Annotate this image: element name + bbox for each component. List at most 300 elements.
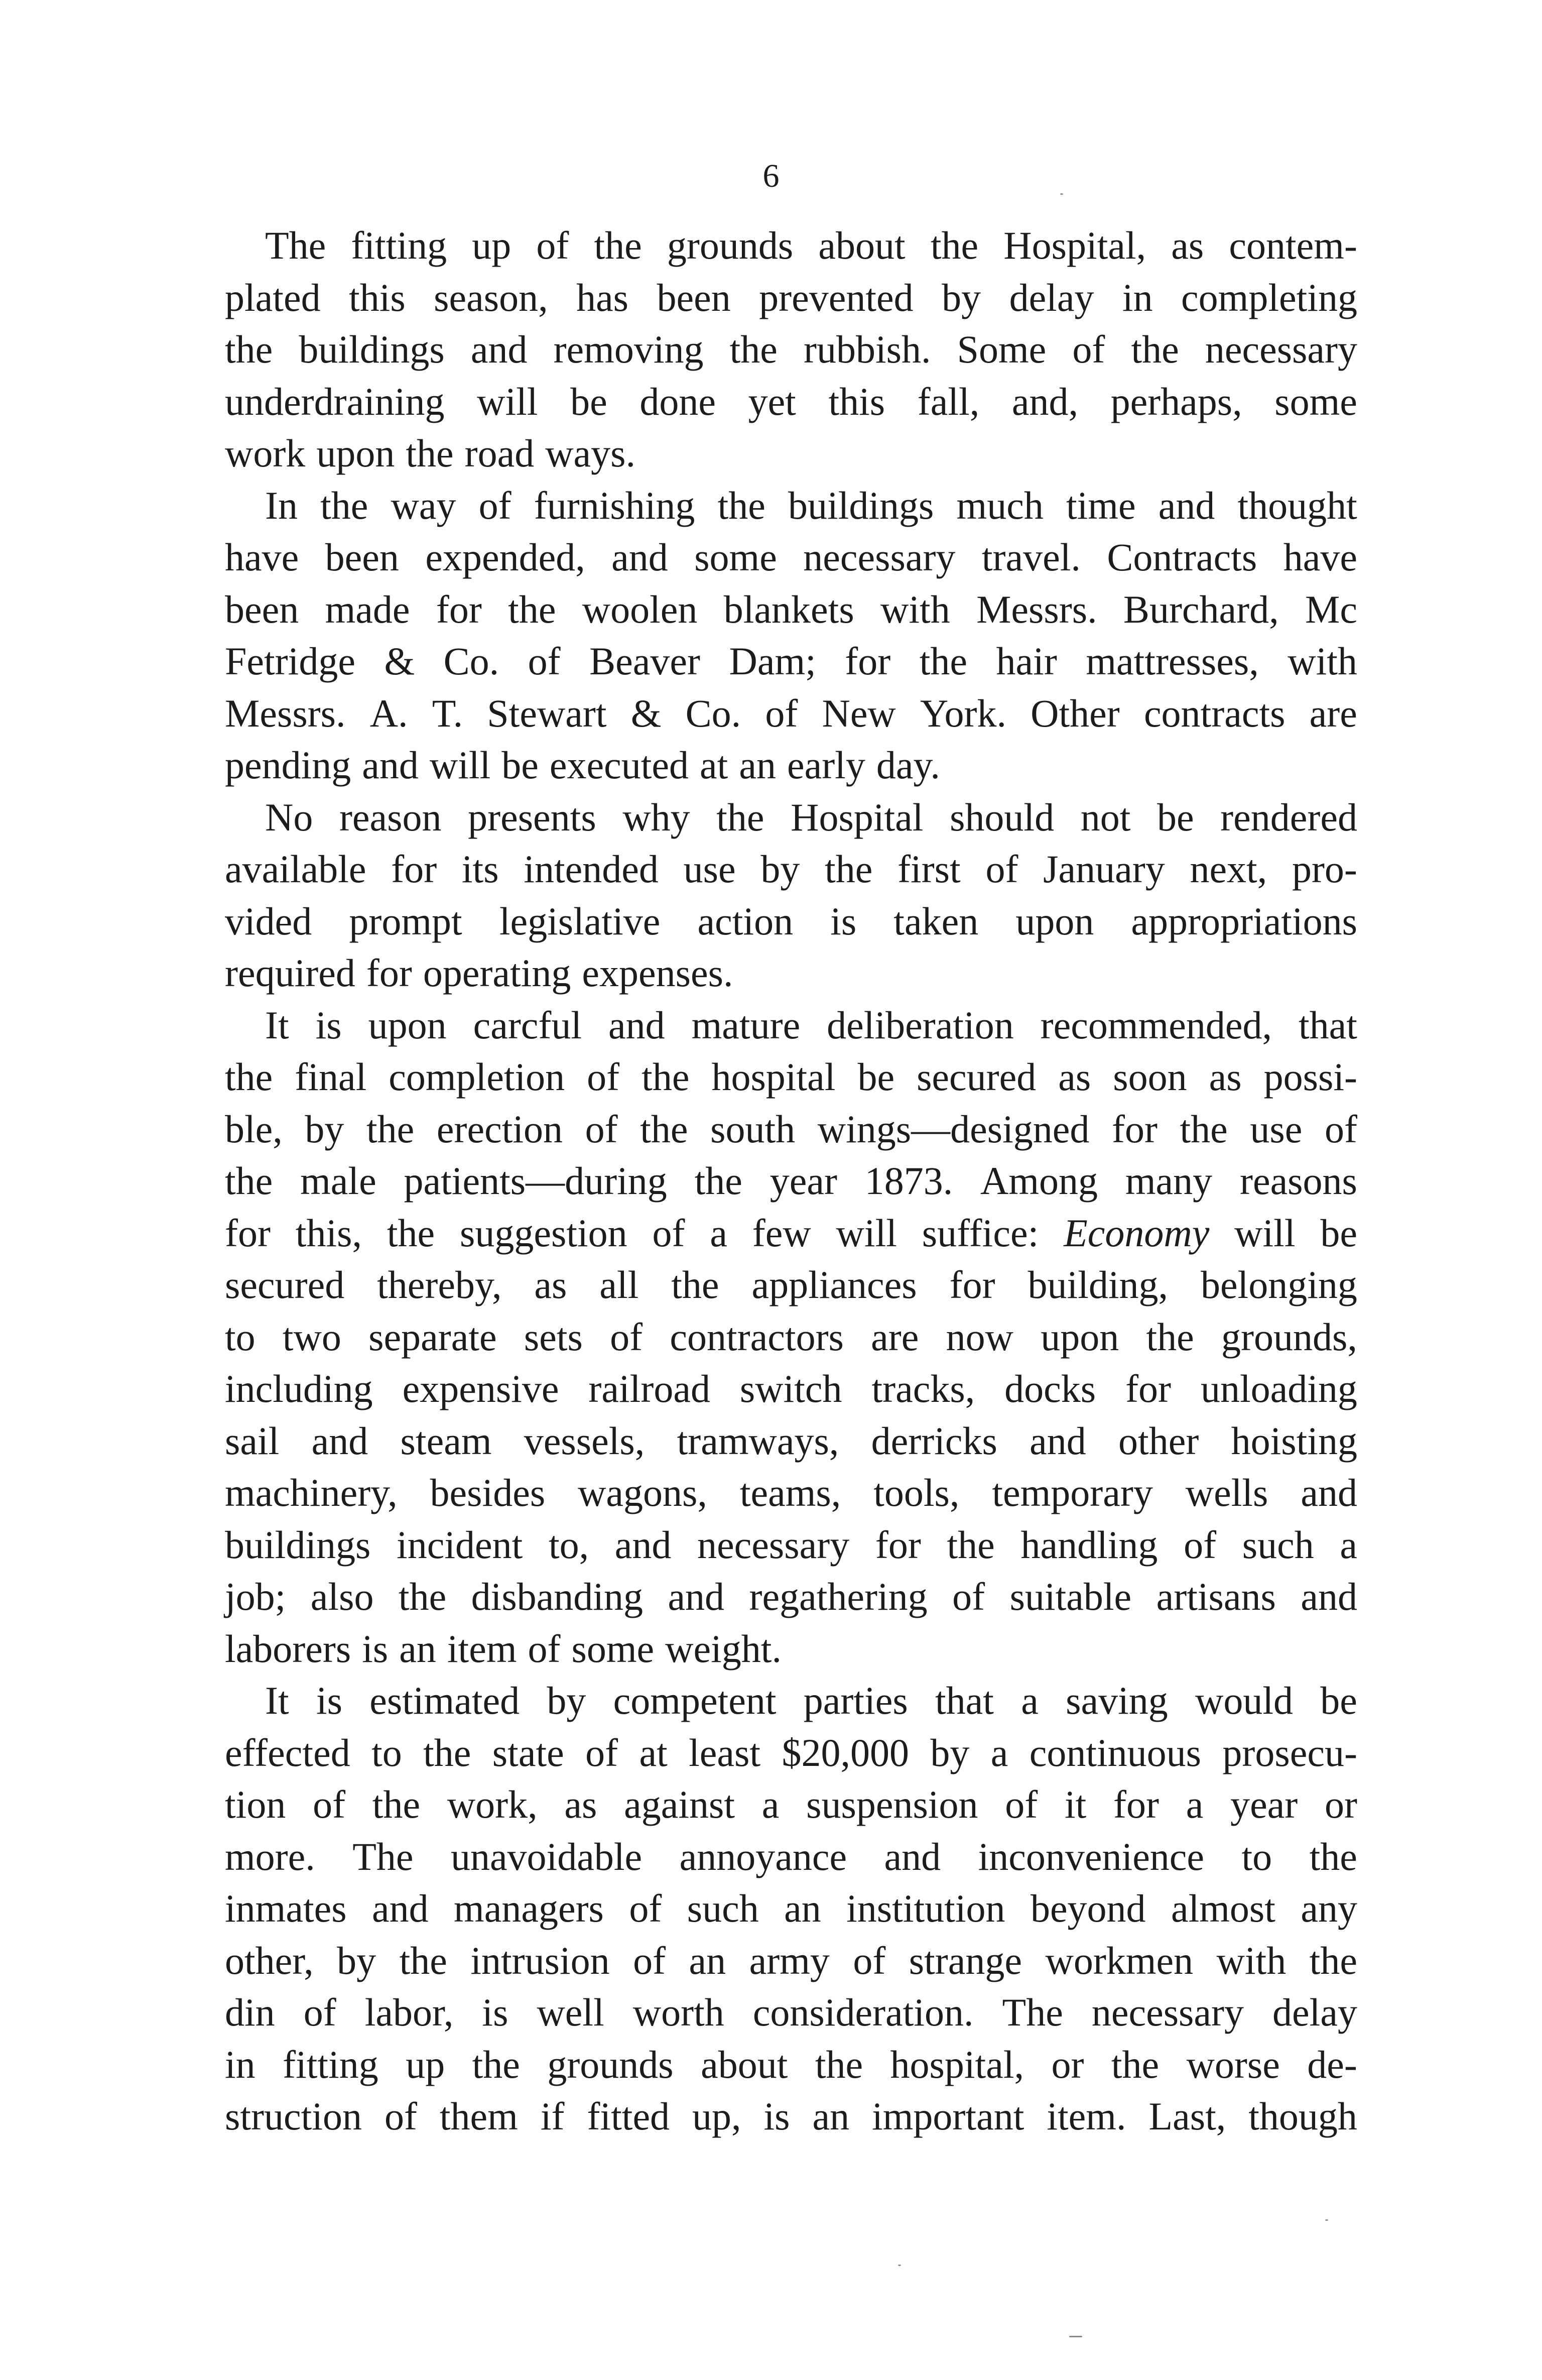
word: much <box>956 483 1044 527</box>
word: about <box>701 2042 788 2086</box>
word: executed <box>549 743 689 787</box>
word: the <box>320 483 368 527</box>
word: necessary <box>1091 1990 1244 2034</box>
text-line <box>225 483 1357 538</box>
word: for <box>1111 1107 1158 1151</box>
word: Contracts <box>1107 535 1257 579</box>
word: the <box>508 587 556 631</box>
word: grounds, <box>1221 1315 1357 1359</box>
word: Other <box>1031 691 1120 735</box>
word: beyond <box>1030 1886 1146 1930</box>
word: Fetridge <box>225 639 355 683</box>
word: belonging <box>1200 1263 1357 1306</box>
word: will <box>836 1211 897 1255</box>
word: din <box>225 1990 275 2034</box>
word: teams, <box>739 1471 841 1514</box>
word: some <box>571 1626 655 1671</box>
word: necessary <box>1205 327 1357 371</box>
word: and, <box>1011 379 1078 423</box>
word: as <box>1209 1055 1242 1099</box>
word: its <box>461 847 499 891</box>
text-line <box>225 1681 1357 1733</box>
word: suitable <box>1009 1575 1132 1618</box>
text-line <box>225 327 1357 382</box>
word: way <box>391 483 456 527</box>
word: if <box>540 2094 565 2138</box>
word: completion <box>389 1055 565 1099</box>
word: steam <box>400 1418 492 1463</box>
word: contem- <box>1229 223 1357 267</box>
word: with <box>880 587 950 631</box>
word: carcful <box>473 1003 582 1047</box>
word: use <box>683 847 736 891</box>
text-line <box>225 639 1357 694</box>
word: soon <box>1113 1055 1187 1099</box>
word: have <box>1283 535 1357 579</box>
word: the <box>1131 327 1179 371</box>
word: delay <box>1272 1990 1357 2034</box>
word: and <box>614 1522 672 1567</box>
word: wells <box>1185 1471 1268 1514</box>
word: fitting <box>283 2042 378 2086</box>
word: mature <box>691 1003 801 1047</box>
text-line <box>225 1418 1357 1474</box>
word: workmen <box>1045 1938 1194 1982</box>
word: more. <box>225 1834 315 1878</box>
word: necessary <box>697 1522 850 1567</box>
word: and <box>372 1886 429 1930</box>
word: all <box>599 1263 639 1306</box>
word: unavoidable <box>450 1834 642 1878</box>
word: as <box>534 1263 567 1306</box>
word: have <box>225 535 299 579</box>
word: appliances <box>751 1263 917 1306</box>
word: will <box>429 743 491 787</box>
word: required <box>225 951 355 995</box>
page-number: 6 <box>762 158 780 194</box>
word: The <box>265 223 326 267</box>
word: a <box>1186 1782 1204 1826</box>
word: & <box>384 639 415 683</box>
word: of <box>585 1107 618 1151</box>
word: to, <box>548 1522 589 1567</box>
word: of <box>313 1782 346 1826</box>
word: The <box>1002 1990 1063 2034</box>
word: should <box>950 795 1055 839</box>
word: railroad <box>588 1367 710 1410</box>
text-line <box>225 2042 1357 2097</box>
word: been <box>325 535 399 579</box>
word: yet <box>748 379 796 423</box>
word: parties <box>803 1679 908 1722</box>
word: tracks, <box>871 1367 975 1410</box>
word: other, <box>225 1938 314 1982</box>
word: Hospital, <box>1003 223 1146 267</box>
word: docks <box>1004 1367 1096 1410</box>
word: of <box>384 2094 417 2138</box>
word: by <box>942 275 981 319</box>
word: of <box>1184 1522 1217 1567</box>
word: done <box>639 379 716 423</box>
word: expended, <box>425 535 585 579</box>
word: it <box>1064 1782 1087 1826</box>
paragraph <box>225 1003 1357 1682</box>
word: made <box>325 587 410 631</box>
text-line <box>225 1990 1357 2045</box>
word: Mc <box>1305 587 1357 631</box>
word: be <box>857 1055 895 1099</box>
word: by <box>305 1107 344 1151</box>
word: by <box>760 847 800 891</box>
word: separate <box>368 1315 497 1359</box>
word: tion <box>225 1782 286 1826</box>
word: been <box>225 587 299 631</box>
word: taken <box>893 899 979 943</box>
word: the <box>641 1055 690 1099</box>
word: be <box>1320 1679 1357 1722</box>
word: unloading <box>1200 1367 1357 1410</box>
word: such <box>687 1886 759 1930</box>
word: continuous <box>1029 1730 1202 1774</box>
word: of <box>1005 1782 1038 1826</box>
paragraph <box>225 223 1357 486</box>
word: up <box>406 2042 445 2086</box>
text-line <box>225 1315 1357 1370</box>
word: operating <box>423 951 571 995</box>
word: and <box>1301 1471 1357 1514</box>
word: army <box>749 1938 830 1982</box>
word: the <box>423 1730 471 1774</box>
word: up <box>472 223 511 267</box>
word: and <box>1158 483 1215 527</box>
word: temporary <box>992 1471 1153 1514</box>
word: about <box>818 223 906 267</box>
word: besides <box>430 1471 546 1514</box>
word: A. <box>369 691 408 735</box>
word: the <box>671 1263 719 1306</box>
word: and <box>362 743 419 787</box>
text-line <box>225 1473 1357 1525</box>
paragraph <box>225 1681 1357 2149</box>
word: as <box>564 1782 597 1826</box>
word: It <box>265 1679 289 1722</box>
word: erection <box>436 1107 563 1151</box>
word: upon <box>1015 899 1094 943</box>
word: Burchard, <box>1123 587 1279 631</box>
word: contracts <box>1143 691 1286 735</box>
word: expensive <box>402 1367 559 1410</box>
body-text <box>225 223 1357 2149</box>
word: the <box>930 223 979 267</box>
word: the <box>1309 1938 1357 1982</box>
word: is <box>362 1626 389 1671</box>
word: York. <box>920 691 1006 735</box>
word: blankets <box>723 587 854 631</box>
word: hospital <box>711 1055 836 1099</box>
word: at <box>639 1730 668 1774</box>
word: season, <box>434 275 548 319</box>
text-line <box>225 1369 1357 1421</box>
word: disbanding <box>471 1575 643 1618</box>
paper-speck <box>1069 2336 1082 2337</box>
word: upon <box>316 431 395 475</box>
word: perhaps, <box>1110 379 1242 423</box>
paragraph <box>225 483 1357 798</box>
word: Beaver <box>589 639 700 683</box>
word: is <box>316 1679 342 1722</box>
word: the <box>398 1575 447 1618</box>
word: to <box>371 1730 402 1774</box>
word: and <box>884 1834 941 1878</box>
word: be <box>1320 1211 1357 1255</box>
word: fitted <box>587 2094 670 2138</box>
word: thereby, <box>377 1263 502 1306</box>
text-line <box>225 379 1357 434</box>
word: removing <box>553 327 704 371</box>
word: prosecu- <box>1222 1730 1357 1774</box>
word: for <box>225 1211 271 1255</box>
word: Messrs. <box>225 691 346 735</box>
word: possi- <box>1263 1055 1357 1099</box>
word: the <box>472 2042 520 2086</box>
word: the <box>815 2042 863 2086</box>
word: now <box>946 1315 1013 1359</box>
word: to <box>225 1315 255 1359</box>
word: though <box>1248 2094 1357 2138</box>
word: tools, <box>873 1471 960 1514</box>
word: machinery, <box>225 1471 398 1514</box>
word: Economy <box>1064 1211 1210 1255</box>
word: secured <box>225 1263 345 1306</box>
word: patients—during <box>404 1159 667 1203</box>
word: of <box>629 1886 662 1930</box>
word: hospital, <box>890 2042 1024 2086</box>
text-line <box>225 2094 1357 2149</box>
word: prompt <box>349 899 462 943</box>
text-line <box>225 223 1357 278</box>
word: pro- <box>1292 847 1357 891</box>
word: been <box>657 275 731 319</box>
word: appropriations <box>1131 899 1357 943</box>
word: the <box>947 1522 995 1567</box>
word: some <box>1274 379 1357 423</box>
word: the <box>717 483 765 527</box>
word: managers <box>454 1886 604 1930</box>
word: be <box>570 379 607 423</box>
word: this, <box>295 1211 362 1255</box>
text-line <box>225 1057 1357 1110</box>
word: the <box>1309 1834 1357 1878</box>
word: expenses. <box>582 951 733 995</box>
word: institution <box>846 1886 1005 1930</box>
word: vided <box>225 899 312 943</box>
text-line <box>225 743 1357 798</box>
word: that <box>935 1679 994 1722</box>
word: vessels, <box>524 1418 645 1463</box>
word: with <box>1288 639 1357 683</box>
word: male <box>300 1159 376 1203</box>
word: suffice: <box>922 1211 1039 1255</box>
paper-speck <box>1325 2219 1328 2221</box>
word: a <box>990 1730 1008 1774</box>
word: and <box>1301 1575 1357 1618</box>
word: consideration. <box>752 1990 974 2034</box>
word: for <box>366 951 412 995</box>
word: in <box>225 2042 255 2086</box>
word: the <box>399 1938 447 1982</box>
word: travel. <box>981 535 1081 579</box>
word: inconvenience <box>978 1834 1205 1878</box>
word: not <box>1080 795 1131 839</box>
word: ble, <box>225 1107 283 1151</box>
word: rubbish. <box>804 327 931 371</box>
word: upon <box>368 1003 447 1047</box>
word: It <box>265 1003 289 1047</box>
word: sail <box>225 1418 280 1463</box>
word: underdraining <box>225 379 445 423</box>
word: of <box>528 639 561 683</box>
word: and <box>311 1418 368 1463</box>
word: prevented <box>759 275 914 319</box>
word: plated <box>225 275 321 319</box>
text-line <box>225 1886 1357 1941</box>
word: de- <box>1307 2042 1357 2086</box>
word: other <box>1118 1418 1199 1463</box>
text-line <box>225 1522 1357 1578</box>
word: derricks <box>871 1418 997 1463</box>
word: the <box>594 223 642 267</box>
word: is <box>482 1990 508 2034</box>
word: the <box>366 1107 415 1151</box>
word: completing <box>1181 275 1357 319</box>
word: saving <box>1066 1679 1168 1722</box>
word: for <box>1113 1782 1159 1826</box>
word: are <box>871 1315 919 1359</box>
word: this <box>349 275 406 319</box>
word: a <box>1021 1679 1039 1722</box>
word: of <box>853 1938 886 1982</box>
word: is <box>763 2094 790 2138</box>
word: important <box>872 2094 1024 2138</box>
word: the <box>225 327 273 371</box>
word: for <box>845 639 891 683</box>
word: necessary <box>803 535 956 579</box>
word: recommended, <box>1040 1003 1272 1047</box>
word: and <box>668 1575 725 1618</box>
word: of <box>1072 327 1105 371</box>
word: grounds <box>667 223 794 267</box>
word: or <box>1325 1782 1357 1826</box>
word: Some <box>957 327 1047 371</box>
word: next, <box>1190 847 1267 891</box>
word: by <box>930 1730 970 1774</box>
word: of <box>536 223 569 267</box>
word: deliberation <box>827 1003 1014 1047</box>
paper-speck <box>1060 193 1063 195</box>
word: for <box>875 1522 921 1567</box>
word: wagons, <box>578 1471 707 1514</box>
word: will <box>1234 1211 1296 1255</box>
word: buildings <box>225 1522 371 1567</box>
word: for <box>949 1263 995 1306</box>
word: buildings <box>788 483 934 527</box>
text-line <box>225 431 1357 486</box>
word: and <box>470 327 528 371</box>
word: the <box>1111 2042 1160 2086</box>
word: the <box>729 327 778 371</box>
word: that <box>1298 1003 1357 1047</box>
text-line <box>225 1782 1357 1837</box>
text-line <box>225 795 1357 850</box>
word: at <box>700 743 728 787</box>
text-line <box>225 1834 1357 1889</box>
word: the <box>825 847 873 891</box>
text-line <box>225 899 1357 954</box>
word: for <box>1125 1367 1172 1410</box>
word: legislative <box>499 899 661 943</box>
word: of <box>952 1575 985 1618</box>
text-line <box>225 275 1357 330</box>
word: for <box>436 587 482 631</box>
word: estimated <box>369 1679 520 1722</box>
word: 1873. <box>864 1159 953 1203</box>
word: first <box>897 847 961 891</box>
word: well <box>537 1990 604 2034</box>
word: intended <box>524 847 659 891</box>
text-line <box>225 951 1357 1006</box>
word: of <box>610 1315 643 1359</box>
word: and <box>611 535 668 579</box>
word: them <box>439 2094 518 2138</box>
word: to <box>1241 1834 1272 1878</box>
text-line <box>225 691 1357 746</box>
word: use <box>1250 1107 1303 1151</box>
paper-speck <box>898 2265 901 2266</box>
word: be <box>501 743 539 787</box>
text-line <box>225 1211 1357 1266</box>
word: by <box>547 1679 586 1722</box>
word: day. <box>876 743 940 787</box>
word: why <box>622 795 690 839</box>
word: building, <box>1027 1263 1168 1306</box>
word: rendered <box>1220 795 1357 839</box>
word: of <box>478 483 511 527</box>
word: south <box>710 1107 796 1151</box>
word: presents <box>468 795 596 839</box>
word: upon <box>1041 1315 1119 1359</box>
word: fall, <box>917 379 980 423</box>
word: an <box>689 1938 726 1982</box>
word: including <box>225 1367 373 1410</box>
word: also <box>310 1575 374 1618</box>
word: reason <box>339 795 442 839</box>
word: laborers <box>225 1626 351 1671</box>
text-line <box>225 587 1357 642</box>
word: action <box>697 899 794 943</box>
word: job; <box>225 1575 286 1618</box>
word: January <box>1043 847 1165 891</box>
word: Co. <box>443 639 499 683</box>
word: road <box>464 431 535 475</box>
word: The <box>352 1834 414 1878</box>
word: of <box>985 847 1018 891</box>
word: the <box>225 1055 273 1099</box>
word: a <box>1340 1522 1357 1567</box>
word: and <box>1030 1418 1086 1463</box>
word: item. <box>1047 2094 1126 2138</box>
word: competent <box>613 1679 777 1722</box>
word: the <box>1180 1107 1228 1151</box>
